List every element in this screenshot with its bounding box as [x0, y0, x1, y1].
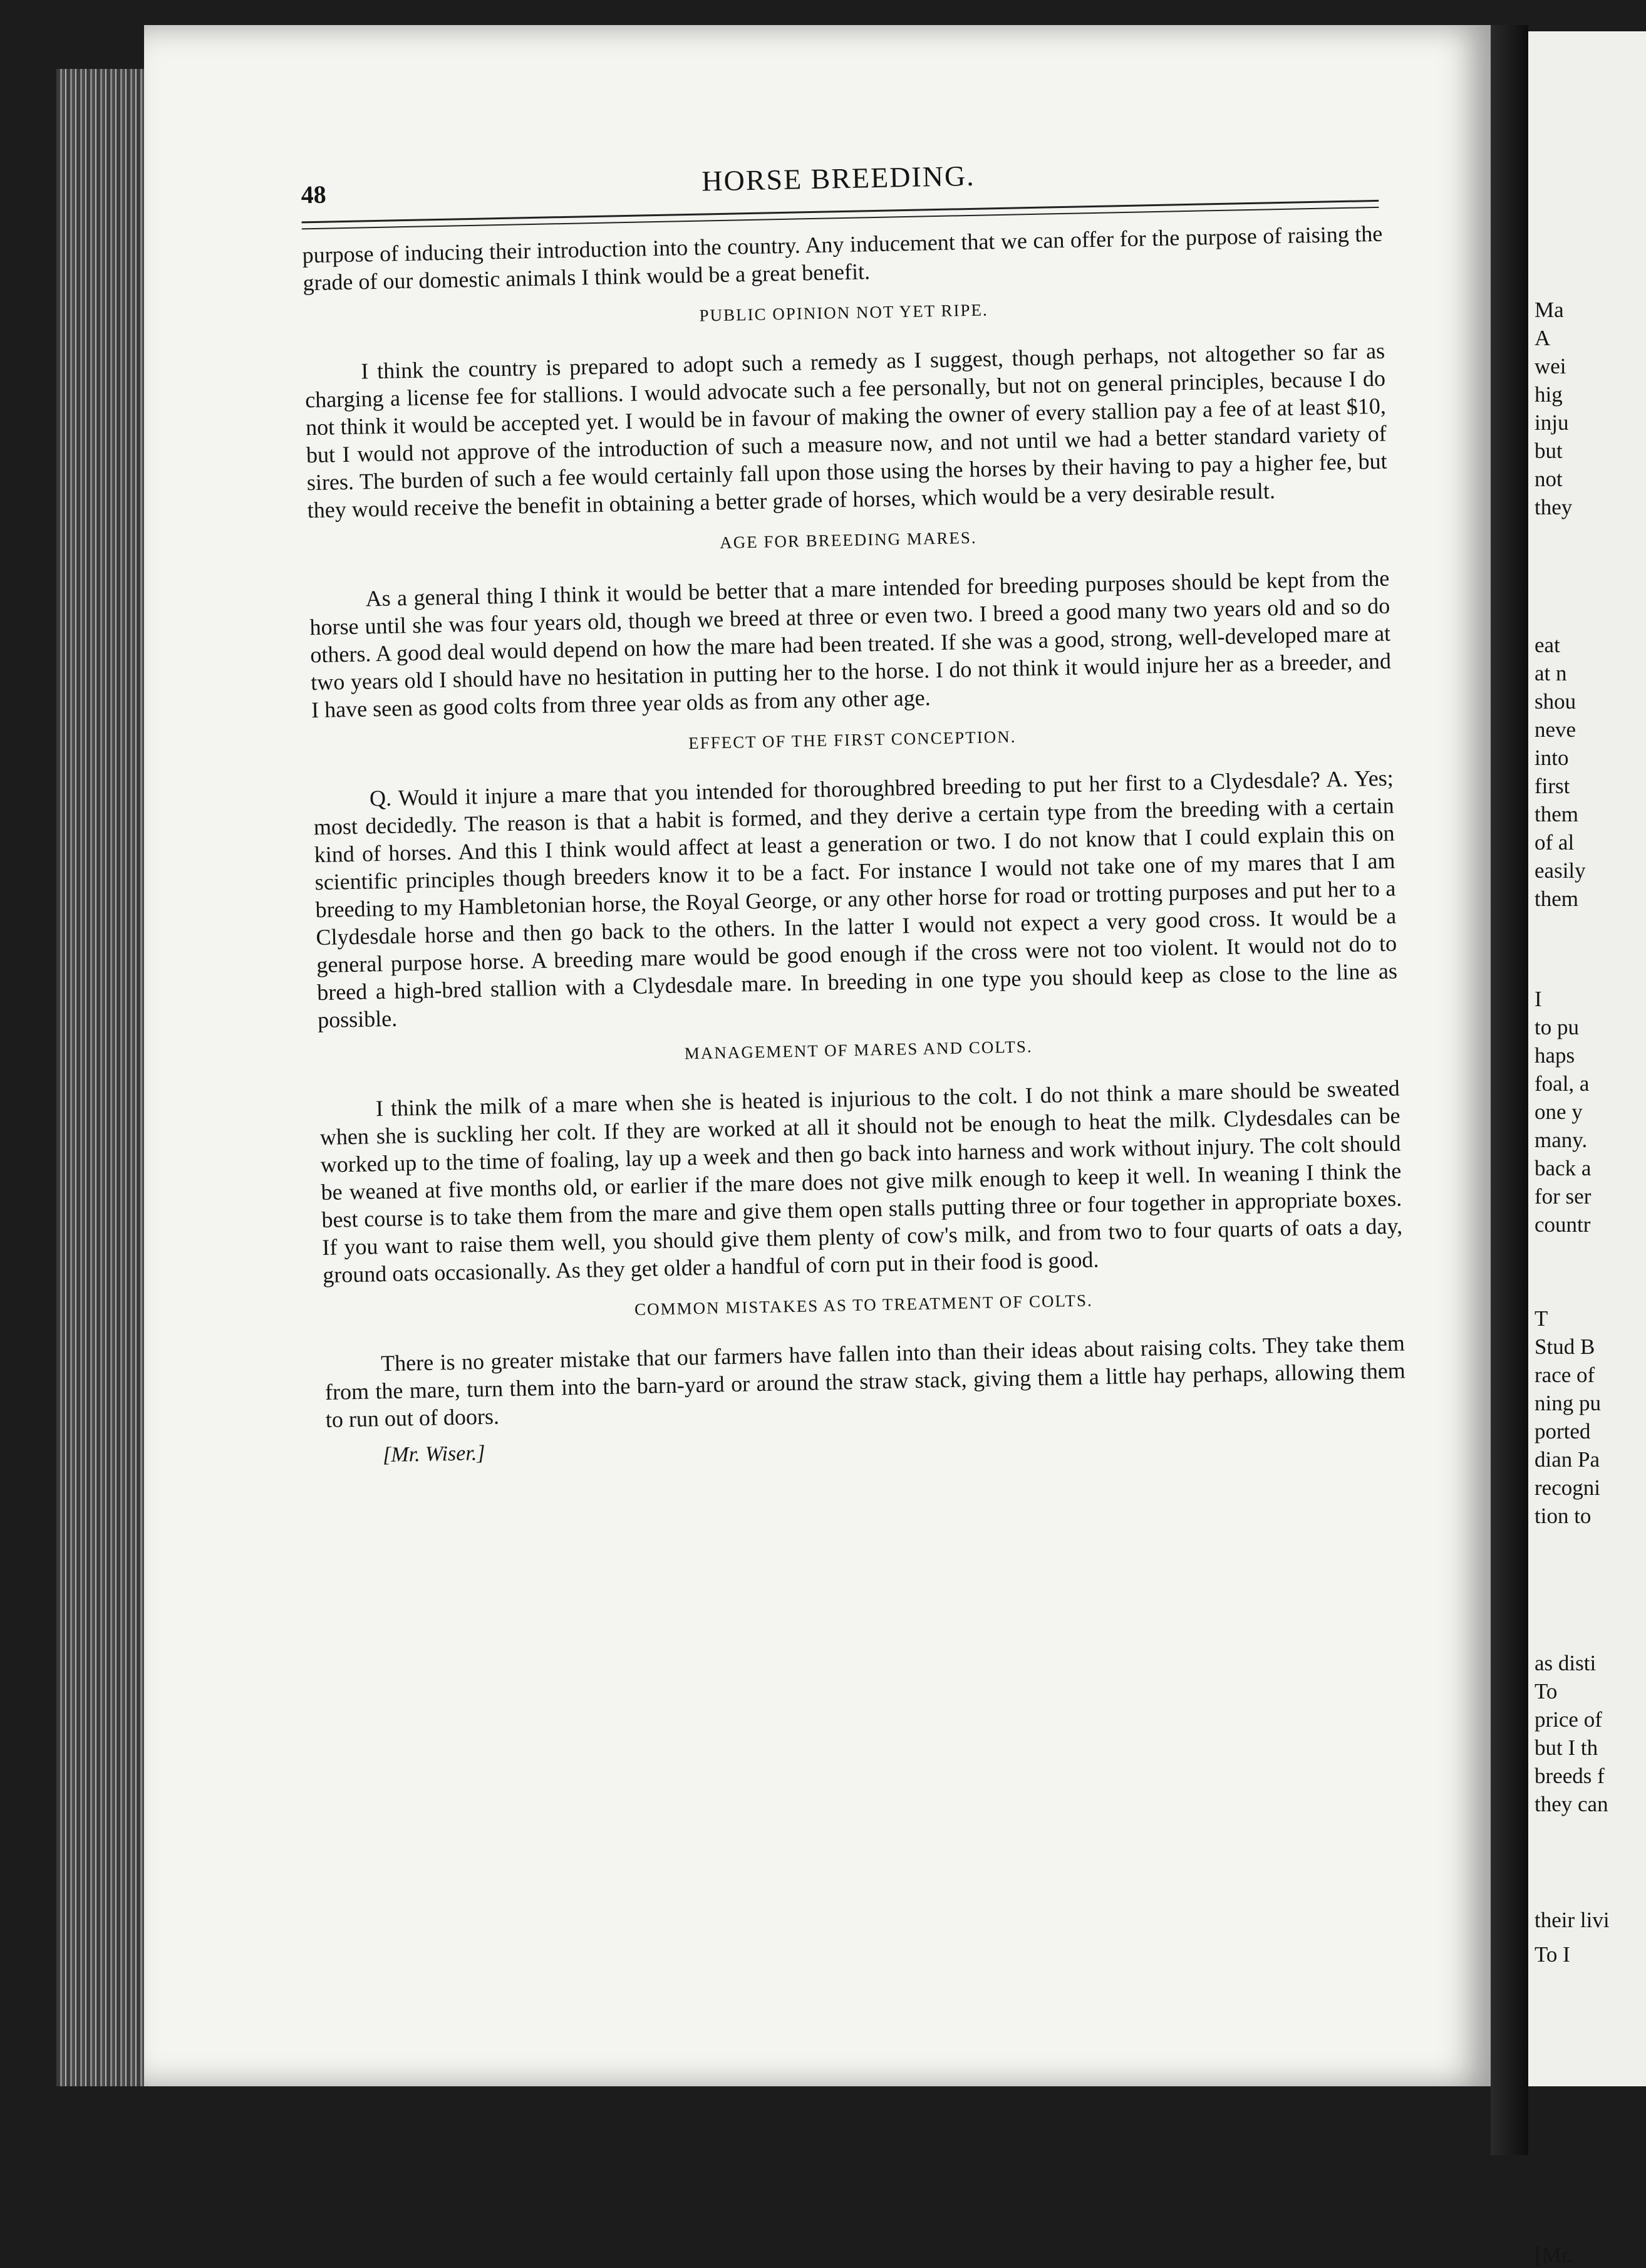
article-body [302, 220, 1407, 1469]
adjacent-page-fragment: back a [1535, 1156, 1592, 1180]
adjacent-page-fragment: many. [1535, 1128, 1588, 1152]
section-heading: COMMON MISTAKES AS TO TREATMENT OF COLTS. [634, 1291, 1093, 1319]
adjacent-page-fragment: at n [1535, 661, 1567, 685]
adjacent-page-fragment: into [1535, 746, 1569, 770]
adjacent-page-fragment: but I th [1535, 1735, 1598, 1760]
book-page-edges [56, 69, 150, 2086]
section-heading: EFFECT OF THE FIRST CONCEPTION. [688, 727, 1017, 753]
adjacent-page-fragment: them [1535, 887, 1578, 911]
adjacent-page-fragment: Stud B [1535, 1334, 1595, 1359]
adjacent-right-page [1528, 31, 1646, 2267]
adjacent-page-fragment: neve [1535, 717, 1576, 742]
adjacent-page-fragment: A [1535, 326, 1551, 350]
adjacent-page-fragment: recogni [1535, 1475, 1600, 1500]
speaker-signature: [Mr. Wiser.] [382, 1441, 485, 1467]
paragraph: As a general thing I think it would be better that a mare intended for breeding purposes should be kept from the horse until she was four years old, though we breed at three or even two. I breed a good many two years old and so do others. A good deal would depend on how the mare had been treated. If she was a good, strong, well-developed mare at two years old I should have no hesitation in putting her to the horse. I do not think it would injure her as a breeder, and I have seen as good colts from three year olds as from any other age. [309, 565, 1392, 723]
adjacent-page-fragment: Ma [1535, 298, 1564, 322]
adjacent-page-fragment: wei [1535, 354, 1566, 378]
adjacent-page-fragment: shou [1535, 689, 1576, 714]
adjacent-page-fragment: breeds f [1535, 1764, 1605, 1788]
adjacent-page-fragment: inju [1535, 410, 1569, 435]
adjacent-page-fragment: countr [1535, 1212, 1591, 1237]
adjacent-page-fragment: ning pu [1535, 1391, 1601, 1415]
adjacent-page-fragment: but [1535, 439, 1563, 463]
adjacent-page-fragment: for ser [1535, 1184, 1592, 1209]
page-number: 48 [301, 180, 327, 209]
book-gutter [1491, 25, 1528, 2155]
paragraph: There is no greater mistake that our farmers have fallen into than their ideas about raising colts. They take them from the mare, turn them into the barn-yard or around the straw stack, giving them a little hay perhaps, allowing them to run out of doors. [324, 1330, 1406, 1432]
adjacent-page-fragment: To [1535, 1679, 1558, 1704]
adjacent-page-fragment: hig [1535, 382, 1563, 407]
section-heading: PUBLIC OPINION NOT YET RIPE. [699, 300, 988, 325]
section-heading: MANAGEMENT OF MARES AND COLTS. [684, 1037, 1033, 1063]
adjacent-page-fragment: one y [1535, 1100, 1583, 1124]
adjacent-page-fragment: tion to [1535, 1504, 1592, 1528]
section-heading: AGE FOR BREEDING MARES. [719, 528, 977, 553]
running-title: HORSE BREEDING. [701, 159, 976, 197]
paragraph: I think the country is prepared to adopt such a remedy as I suggest, though perhaps, not altogether so far as charging a license fee for stallions. I would advocate such a fee personally, but not on general principles, because I do not think it would be accepted yet. I would be in favour of making the owner of every stallion pay a fee of at least $10, but I would not approve of the introduction of such a measure now, and not until we had a better standard variety of sires. The burden of such a fee would certainly fall upon those using the horses by their having to pay a higher fee, but they would receive the benefit in obtaining a better grade of horses, which would be a very desirable result. [304, 338, 1387, 523]
adjacent-page-fragment: price of [1535, 1707, 1602, 1732]
adjacent-page-fragment: not [1535, 467, 1563, 491]
opening-paragraph: purpose of inducing their introduction into the country. Any inducement that we can offer for the purpose of raising the grade of our domestic animals I think would be a great benefit. [302, 221, 1383, 296]
adjacent-page-fragment: dian Pa [1535, 1447, 1600, 1472]
adjacent-page-fragment: to pu [1535, 1015, 1579, 1039]
adjacent-page-fragment: [Mr. [1535, 2243, 1573, 2267]
adjacent-page-fragment: their livi [1535, 1908, 1610, 1932]
adjacent-page-fragment: I [1535, 987, 1542, 1011]
adjacent-page-fragment: foal, a [1535, 1071, 1590, 1096]
adjacent-page-fragment: they can [1535, 1792, 1608, 1816]
paragraph: I think the milk of a mare when she is heated is injurious to the colt. I do not think a mare should be sweated when she is suckling her colt. If they are worked at all it should not be enough to heat the milk. Clydesdales can be worked up to the time of foaling, lay up a week and then go back into harness and work without injury. The colt should be weaned at five months old, or earlier if the mare does not give milk enough to keep it well. In weaning I think the best course is to take them from the mare and give them open stalls putting three or four together in appropriate boxes. If you want to raise them well, you should give them plenty of cow's milk, and from two to four quarts of oats a day, ground oats occasionally. As they get older a handful of corn put in their food is good. [319, 1075, 1403, 1288]
adjacent-page-fragment: first [1535, 774, 1570, 798]
paragraph: Q. Would it injure a mare that you intended for thoroughbred breeding to put her first to a Clydesdale? A. Yes; most decidedly. The reason is that a habit is formed, and they derive a certain type from the breeding with a certain kind of horses. And this I think would affect at least a generation or two. I do not know that I could explain this on scientific principles though breeders know it to be a fact. For instance I would not take one of my mares that I am breeding to my Hambletonian horse, the Royal George, or any other horse for road or trotting purposes and put her to a Clydesdale horse and then go back to the others. In the latter I would not expect a very good cross. It would be a general purpose horse. A breeding mare would be good enough if the cross were not too violent. It would not do to breed a high-bred stallion with a Clydesdale mare. In breeding in one type you should keep as close to the line as possible. [313, 765, 1398, 1033]
adjacent-page-fragment: easily [1535, 858, 1586, 883]
adjacent-page-fragment: eat [1535, 633, 1560, 657]
adjacent-page-fragment: To I [1535, 1942, 1570, 1967]
adjacent-page-fragment: T [1535, 1306, 1548, 1331]
adjacent-page-fragment: as disti [1535, 1651, 1597, 1675]
adjacent-page-fragment: haps [1535, 1043, 1575, 1068]
adjacent-page-fragment: race of [1535, 1363, 1595, 1387]
adjacent-page-fragment: they [1535, 495, 1573, 519]
adjacent-page-fragment: them [1535, 802, 1578, 826]
adjacent-page-fragment: of al [1535, 830, 1575, 855]
adjacent-page-fragment: ported [1535, 1419, 1591, 1444]
